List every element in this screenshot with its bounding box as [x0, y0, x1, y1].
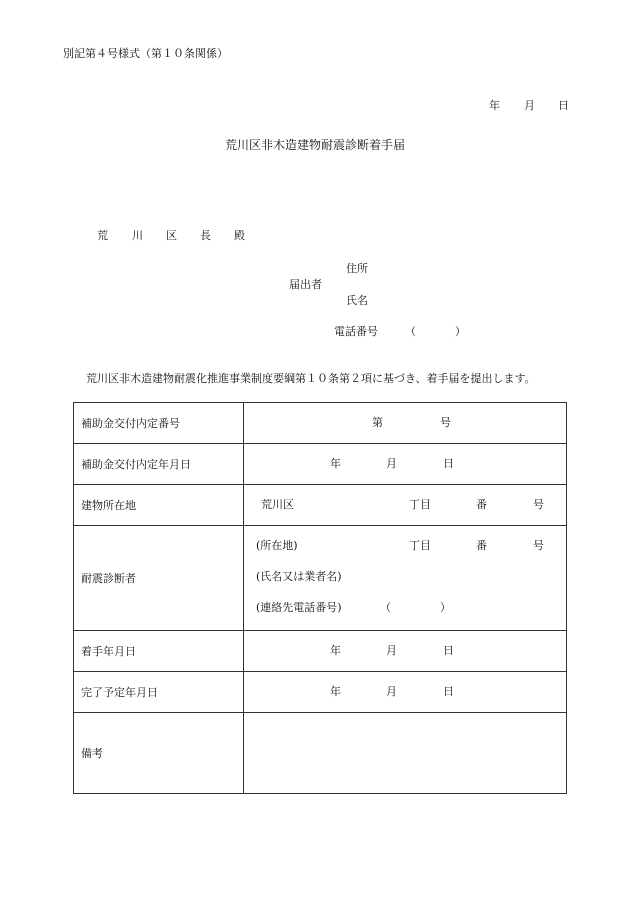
approval-number-field[interactable] — [244, 403, 567, 444]
year-text: 年 — [330, 457, 341, 470]
start-date-field[interactable] — [244, 631, 567, 672]
approval-date-field[interactable] — [244, 444, 567, 485]
addressee-char: 荒 — [97, 229, 108, 242]
addressee-char: 長 — [200, 229, 211, 242]
building-location-field[interactable] — [244, 485, 567, 526]
day-text: 日 — [443, 685, 454, 698]
table-row — [74, 526, 567, 631]
addressee-char: 川 — [132, 229, 143, 242]
day-text: 日 — [443, 457, 454, 470]
table-row — [74, 444, 567, 485]
phone-label: 電話番号 — [334, 325, 378, 338]
row-label: 補助金交付内定番号 — [74, 403, 244, 444]
business-name-label: (氏名又は業者名) — [256, 570, 342, 583]
year-text: 年 — [330, 685, 341, 698]
addressee-char: 殿 — [234, 229, 245, 242]
date-year: 年 — [489, 99, 500, 112]
ban-text: 番 — [476, 539, 487, 552]
contact-phone-label: (連絡先電話番号) — [256, 601, 342, 614]
ward-text: 荒川区 — [261, 498, 294, 511]
month-text: 月 — [386, 644, 397, 657]
table-row — [74, 485, 567, 526]
row-label: 補助金交付内定年月日 — [74, 444, 244, 485]
document-title: 荒川区非木造建物耐震診断着手届 — [224, 138, 405, 152]
table-row — [74, 713, 567, 794]
diagnostician-field[interactable] — [244, 526, 567, 631]
address-label: 住所 — [346, 262, 368, 275]
date-month: 月 — [524, 99, 535, 112]
application-table — [73, 402, 567, 794]
go-text: 号 — [533, 498, 544, 511]
month-text: 月 — [386, 457, 397, 470]
location-label: (所在地) — [256, 539, 298, 552]
applicant-label: 届出者 — [289, 278, 322, 291]
row-label: 完了予定年月日 — [74, 672, 244, 713]
go-text: 号 — [440, 416, 451, 429]
ban-text: 番 — [476, 498, 487, 511]
phone-close-paren: ） — [455, 325, 466, 338]
form-id: 別記第４号様式（第１０条関係） — [63, 47, 228, 60]
table-row — [74, 672, 567, 713]
phone-close-paren: ） — [440, 601, 451, 614]
phone-open-paren: （ — [380, 601, 391, 614]
row-label: 耐震診断者 — [74, 526, 244, 631]
table-row — [74, 403, 567, 444]
month-text: 月 — [386, 685, 397, 698]
dai-text: 第 — [372, 416, 383, 429]
go-text: 号 — [533, 539, 544, 552]
year-text: 年 — [330, 644, 341, 657]
completion-date-field[interactable] — [244, 672, 567, 713]
row-label: 着手年月日 — [74, 631, 244, 672]
remarks-field[interactable] — [244, 713, 567, 794]
chome-text: 丁目 — [409, 498, 431, 511]
name-label: 氏名 — [346, 294, 368, 307]
row-label: 建物所在地 — [74, 485, 244, 526]
phone-open-paren: （ — [405, 325, 416, 338]
date-day: 日 — [558, 99, 569, 112]
addressee-char: 区 — [166, 229, 177, 242]
table-row — [74, 631, 567, 672]
row-label: 備考 — [74, 713, 244, 794]
chome-text: 丁目 — [409, 539, 431, 552]
day-text: 日 — [443, 644, 454, 657]
statement-text: 荒川区非木造建物耐震化推進事業制度要綱第１０条第２項に基づき、着手届を提出します。 — [86, 372, 536, 385]
